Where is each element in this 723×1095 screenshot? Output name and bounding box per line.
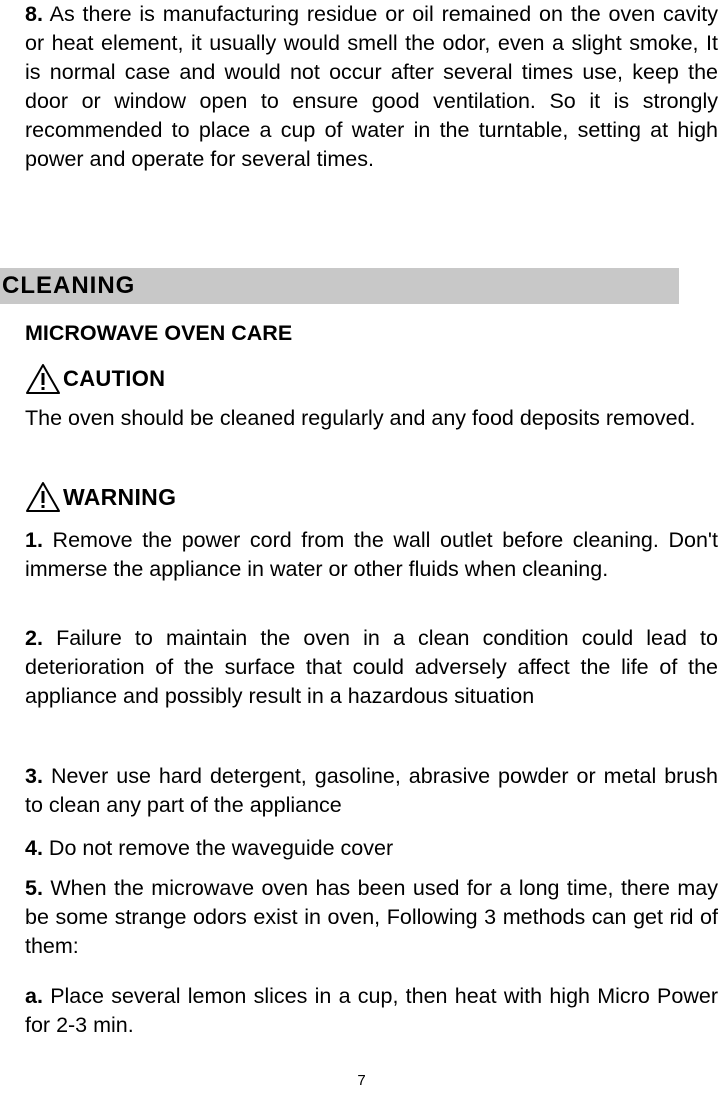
item-number: 8. bbox=[25, 2, 43, 26]
subheading: MICROWAVE OVEN CARE bbox=[25, 321, 293, 345]
item-number: 4. bbox=[25, 836, 43, 860]
warning-item-4 bbox=[25, 834, 718, 863]
item-number: 2. bbox=[25, 626, 43, 650]
item-8 bbox=[25, 0, 718, 174]
caution-text: The oven should be cleaned regularly and any food deposits removed. bbox=[25, 406, 696, 430]
page-number: 7 bbox=[357, 1072, 366, 1089]
item-text: As there is manufacturing residue or oil remained on the oven cavity or heat element, it usually would smell the odor, even a slight smoke, It is normal case and would not occur after several times use, keep the door or window open to ensure good ventilation. So it is strongly recommended to place a cup of water in the turntable, setting at high power and operate for several times. bbox=[25, 2, 718, 171]
method-a bbox=[25, 982, 718, 1040]
method-text: Place several lemon slices in a cup, then heat with high Micro Power for 2-3 min. bbox=[25, 984, 718, 1037]
warning-triangle-icon bbox=[25, 481, 61, 513]
warning-item-5 bbox=[25, 874, 718, 961]
warning-label: WARNING bbox=[63, 483, 177, 510]
item-text: Never use hard detergent, gasoline, abrasive powder or metal brush to clean any part of the appliance bbox=[25, 764, 718, 817]
method-letter: a. bbox=[25, 984, 43, 1008]
item-text: Remove the power cord from the wall outlet before cleaning. Don't immerse the appliance in water or other fluids when cleaning. bbox=[25, 528, 718, 581]
caution-label-row bbox=[25, 362, 165, 396]
caution-warning-triangle-icon bbox=[25, 363, 61, 395]
warning-item-1 bbox=[25, 526, 718, 584]
item-number: 1. bbox=[25, 528, 43, 552]
section-header-bar bbox=[0, 268, 679, 304]
item-number: 3. bbox=[25, 764, 43, 788]
caution-label: CAUTION bbox=[63, 366, 166, 391]
item-text: Do not remove the waveguide cover bbox=[48, 836, 394, 860]
item-number: 5. bbox=[25, 876, 43, 900]
warning-label-row bbox=[25, 480, 176, 514]
item-text: Failure to maintain the oven in a clean condition could lead to deterioration of the surface that could adversely affect the life of the appliance and possibly result in a hazardous situation bbox=[25, 626, 718, 708]
section-title: CLEANING bbox=[2, 272, 136, 299]
warning-item-3 bbox=[25, 762, 718, 820]
item-text: When the microwave oven has been used for a long time, there may be some strange odors exist in oven, Following 3 methods can get rid of them: bbox=[25, 876, 718, 958]
warning-item-2 bbox=[25, 624, 718, 711]
